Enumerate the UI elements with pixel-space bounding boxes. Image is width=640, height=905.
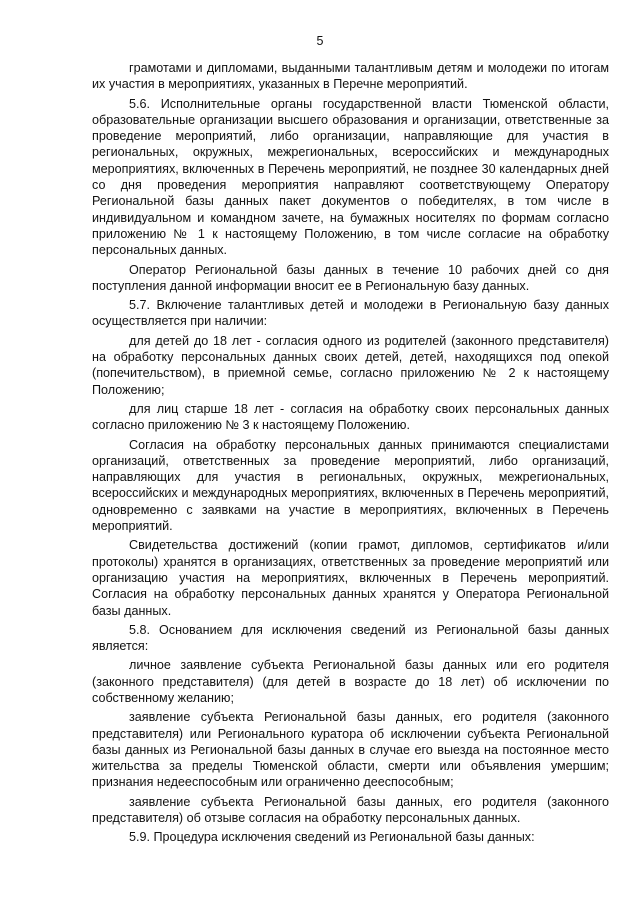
paragraph-achievement-evidence: Свидетельства достижений (копии грамот, дипломов, сертификатов и/или протоколы) хранятся в организациях, ответственных за проведение мероприятий или организацию участия на мероприятиях, включенных в Перечень мероприятий. Согласия на обработку персональных данных хранятся у Оператора Региональной базы данных. <box>92 538 609 618</box>
paragraph-5-9: 5.9. Процедура исключения сведений из Региональной базы данных: <box>129 830 535 845</box>
paragraph-5-8: 5.8. Основанием для исключения сведений из Региональной базы данных является: <box>92 622 609 654</box>
paragraph-personal-request: личное заявление субъекта Региональной базы данных или его родителя (законного представителя) (для детей в возрасте до 18 лет) об исключении по собственному желанию; <box>92 658 609 705</box>
paragraph-5-6: 5.6. Исполнительные органы государственной власти Тюменской области, образовательные организации высшего образования и организации, ответственные за проведение мероприятий, либо организации, направляющие для участия в региональных, окружных, межрегиональных, всероссийских и международных мероприятиях, включенных в Перечень мероприятий, не позднее 30 календарных дней со дня проведения мероприятия направляют соответствующему Оператору Региональной базы данных пакет документов о победителях, в том числе в индивидуальном и командном зачете, на бумажных носителях по формам согласно приложению № 1 к настоящему Положению, в том числе согласие на обработку персональных данных. <box>92 96 609 258</box>
paragraph-5-7: 5.7. Включение талантливых детей и молодежи в Региональную базу данных осуществляется при наличии: <box>92 298 609 329</box>
paragraph-consent-withdrawal: заявление субъекта Региональной базы данных, его родителя (законного представителя) об отзыве согласия на обработку персональных данных. <box>92 794 609 826</box>
paragraph-consent-under-18: для детей до 18 лет - согласия одного из родителей (законного представителя) на обработку персональных данных своих детей, детей, находящихся под опекой (попечительством), в приемной семье, согласно приложению № 2 к настоящему Положению; <box>92 333 609 397</box>
paragraph-consent-acceptance: Согласия на обработку персональных данных принимаются специалистами организаций, ответственных за проведение мероприятий, либо организаций, направляющих для участия в региональных, окружных, межрегиональных, всероссийских и международных мероприятиях, включенных в Перечень мероприятий, одновременно с заявками на участие в мероприятиях, включенных в Перечень мероприятий. <box>92 437 609 534</box>
paragraph-operator-deadline: Оператор Региональной базы данных в течение 10 рабочих дней со дня поступления данной информации вносит ее в Региональную базу данных. <box>92 262 609 293</box>
paragraph-continuation: грамотами и дипломами, выданными талантливым детям и молодежи по итогам их участия в мероприятиях, указанных в Перечне мероприятий. <box>92 61 609 92</box>
paragraph-consent-over-18: для лиц старше 18 лет - согласия на обработку своих персональных данных согласно приложению № 3 к настоящему Положению. <box>92 401 609 433</box>
paragraph-relocation-request: заявление субъекта Региональной базы данных, его родителя (законного представителя) или Регионального куратора об исключении субъекта Региональной базы данных из Региональной базы данных в случае его выезда на постоянное место жительства за пределы Тюменской области, смерти или объявления умершим; признания недееспособным или ограниченно дееспособным; <box>92 710 609 790</box>
document-body <box>92 60 609 849</box>
page-number: 5 <box>316 34 324 48</box>
